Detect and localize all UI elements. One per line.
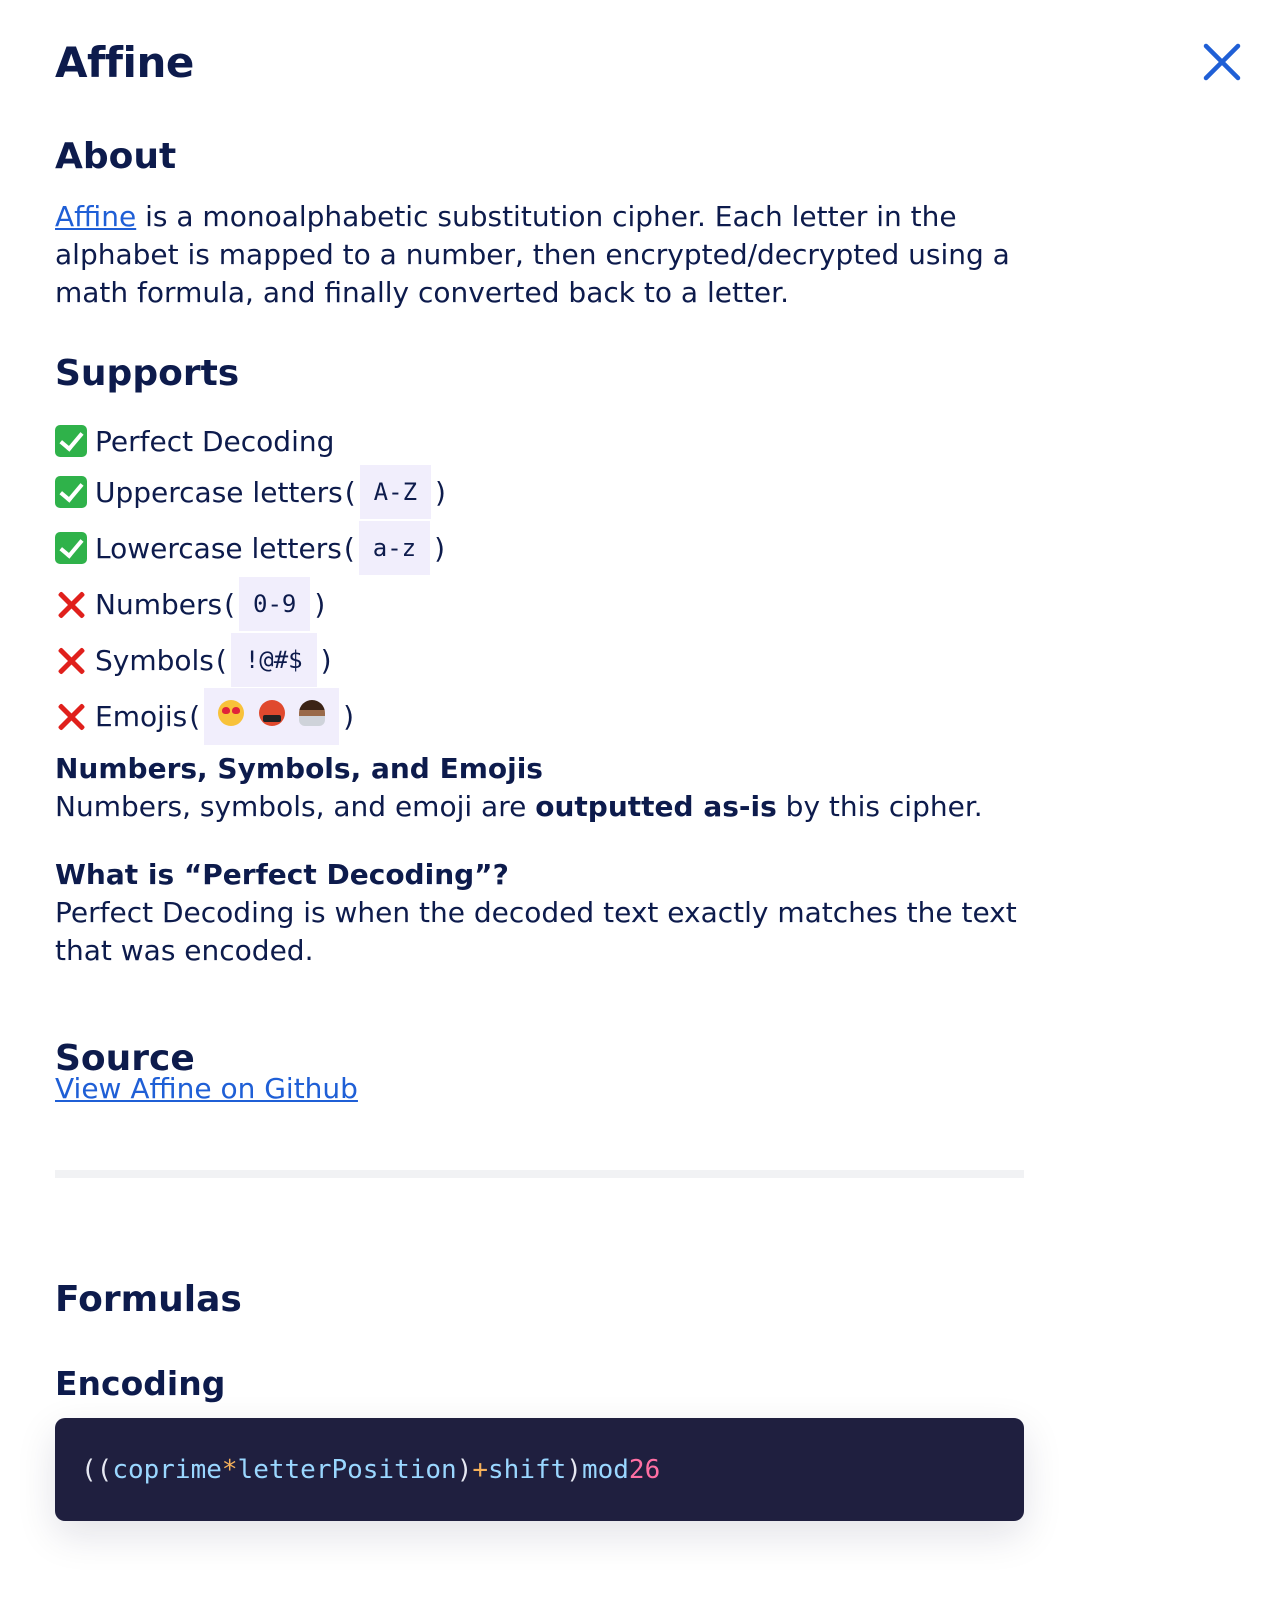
source-heading: Source [55, 1038, 195, 1079]
open-paren: ( [343, 531, 355, 565]
page-title: Affine [55, 38, 194, 87]
close-paren: ) [434, 531, 446, 565]
source-link-row [55, 1070, 358, 1108]
about-text [55, 198, 1055, 312]
open-paren: ( [189, 699, 201, 733]
support-label: Lowercase letters [95, 531, 342, 565]
code-token: ) [456, 1454, 473, 1485]
support-item-perfect-decoding [55, 418, 448, 464]
example-chip: A-Z [360, 465, 431, 519]
code-token: ) [566, 1454, 582, 1485]
example-chip: a-z [359, 521, 430, 575]
cross-mark-icon [55, 588, 87, 620]
support-item-uppercase [55, 464, 448, 520]
open-paren: ( [215, 643, 227, 677]
nse-text-bold: outputted as-is [535, 790, 777, 823]
open-paren: ( [224, 587, 236, 621]
close-paren: ) [314, 587, 326, 621]
close-icon [1200, 40, 1244, 84]
code-token: letterPosition [237, 1454, 457, 1485]
about-heading: About [55, 136, 177, 177]
heart-eyes-emoji-icon [218, 700, 244, 726]
code-token: * [221, 1454, 238, 1485]
close-paren: ) [320, 643, 332, 677]
perfect-decoding-heading: What is “Perfect Decoding”? [55, 858, 509, 891]
close-button[interactable] [1200, 40, 1244, 84]
code-token: mod [581, 1454, 629, 1485]
support-item-numbers [55, 576, 448, 632]
perfect-decoding-text: Perfect Decoding is when the decoded text exactly matches the text that was encoded. [55, 896, 1017, 967]
encoding-formula-code [55, 1418, 1024, 1521]
close-paren: ) [343, 699, 355, 733]
support-item-lowercase [55, 520, 448, 576]
example-chip: 0-9 [239, 577, 310, 631]
support-label: Numbers [95, 587, 223, 621]
about-description: is a monoalphabetic substitution cipher. Each letter in the alphabet is mapped to a number, then encrypted/decrypted using a math formula, and finally converted back to a letter. [55, 200, 1010, 309]
code-token: coprime [112, 1454, 222, 1485]
nse-text-after: by this cipher. [776, 790, 983, 823]
github-link[interactable]: View Affine on Github [55, 1072, 358, 1105]
support-item-emojis [55, 688, 448, 744]
code-token: 26 [628, 1454, 661, 1485]
check-mark-icon [55, 425, 87, 457]
cross-mark-icon [55, 644, 87, 676]
support-item-symbols [55, 632, 448, 688]
cross-mark-icon [55, 700, 87, 732]
open-paren: ( [344, 475, 356, 509]
check-mark-icon [55, 476, 87, 508]
section-divider [55, 1170, 1024, 1178]
support-label: Emojis [95, 699, 188, 733]
numbers-symbols-emojis-text [55, 788, 983, 826]
support-label: Perfect Decoding [95, 424, 335, 458]
example-chip [204, 688, 339, 745]
technologist-emoji-icon [299, 700, 325, 726]
example-chip: !@#$ [231, 633, 317, 687]
encoding-heading: Encoding [55, 1364, 226, 1403]
affine-wiki-link[interactable]: Affine [55, 200, 137, 233]
supports-list [55, 418, 448, 744]
check-mark-icon [55, 532, 87, 564]
formulas-heading: Formulas [55, 1279, 242, 1320]
support-label: Symbols [95, 643, 214, 677]
code-token: (( [81, 1454, 113, 1485]
nse-text-before: Numbers, symbols, and emoji are [55, 790, 536, 823]
close-paren: ) [435, 475, 446, 509]
numbers-symbols-emojis-heading: Numbers, Symbols, and Emojis [55, 752, 543, 785]
code-token: + [472, 1454, 489, 1485]
supports-heading: Supports [55, 353, 240, 394]
code-token: shift [488, 1454, 567, 1485]
support-label: Uppercase letters [95, 475, 343, 509]
cursing-face-emoji-icon [259, 700, 285, 726]
